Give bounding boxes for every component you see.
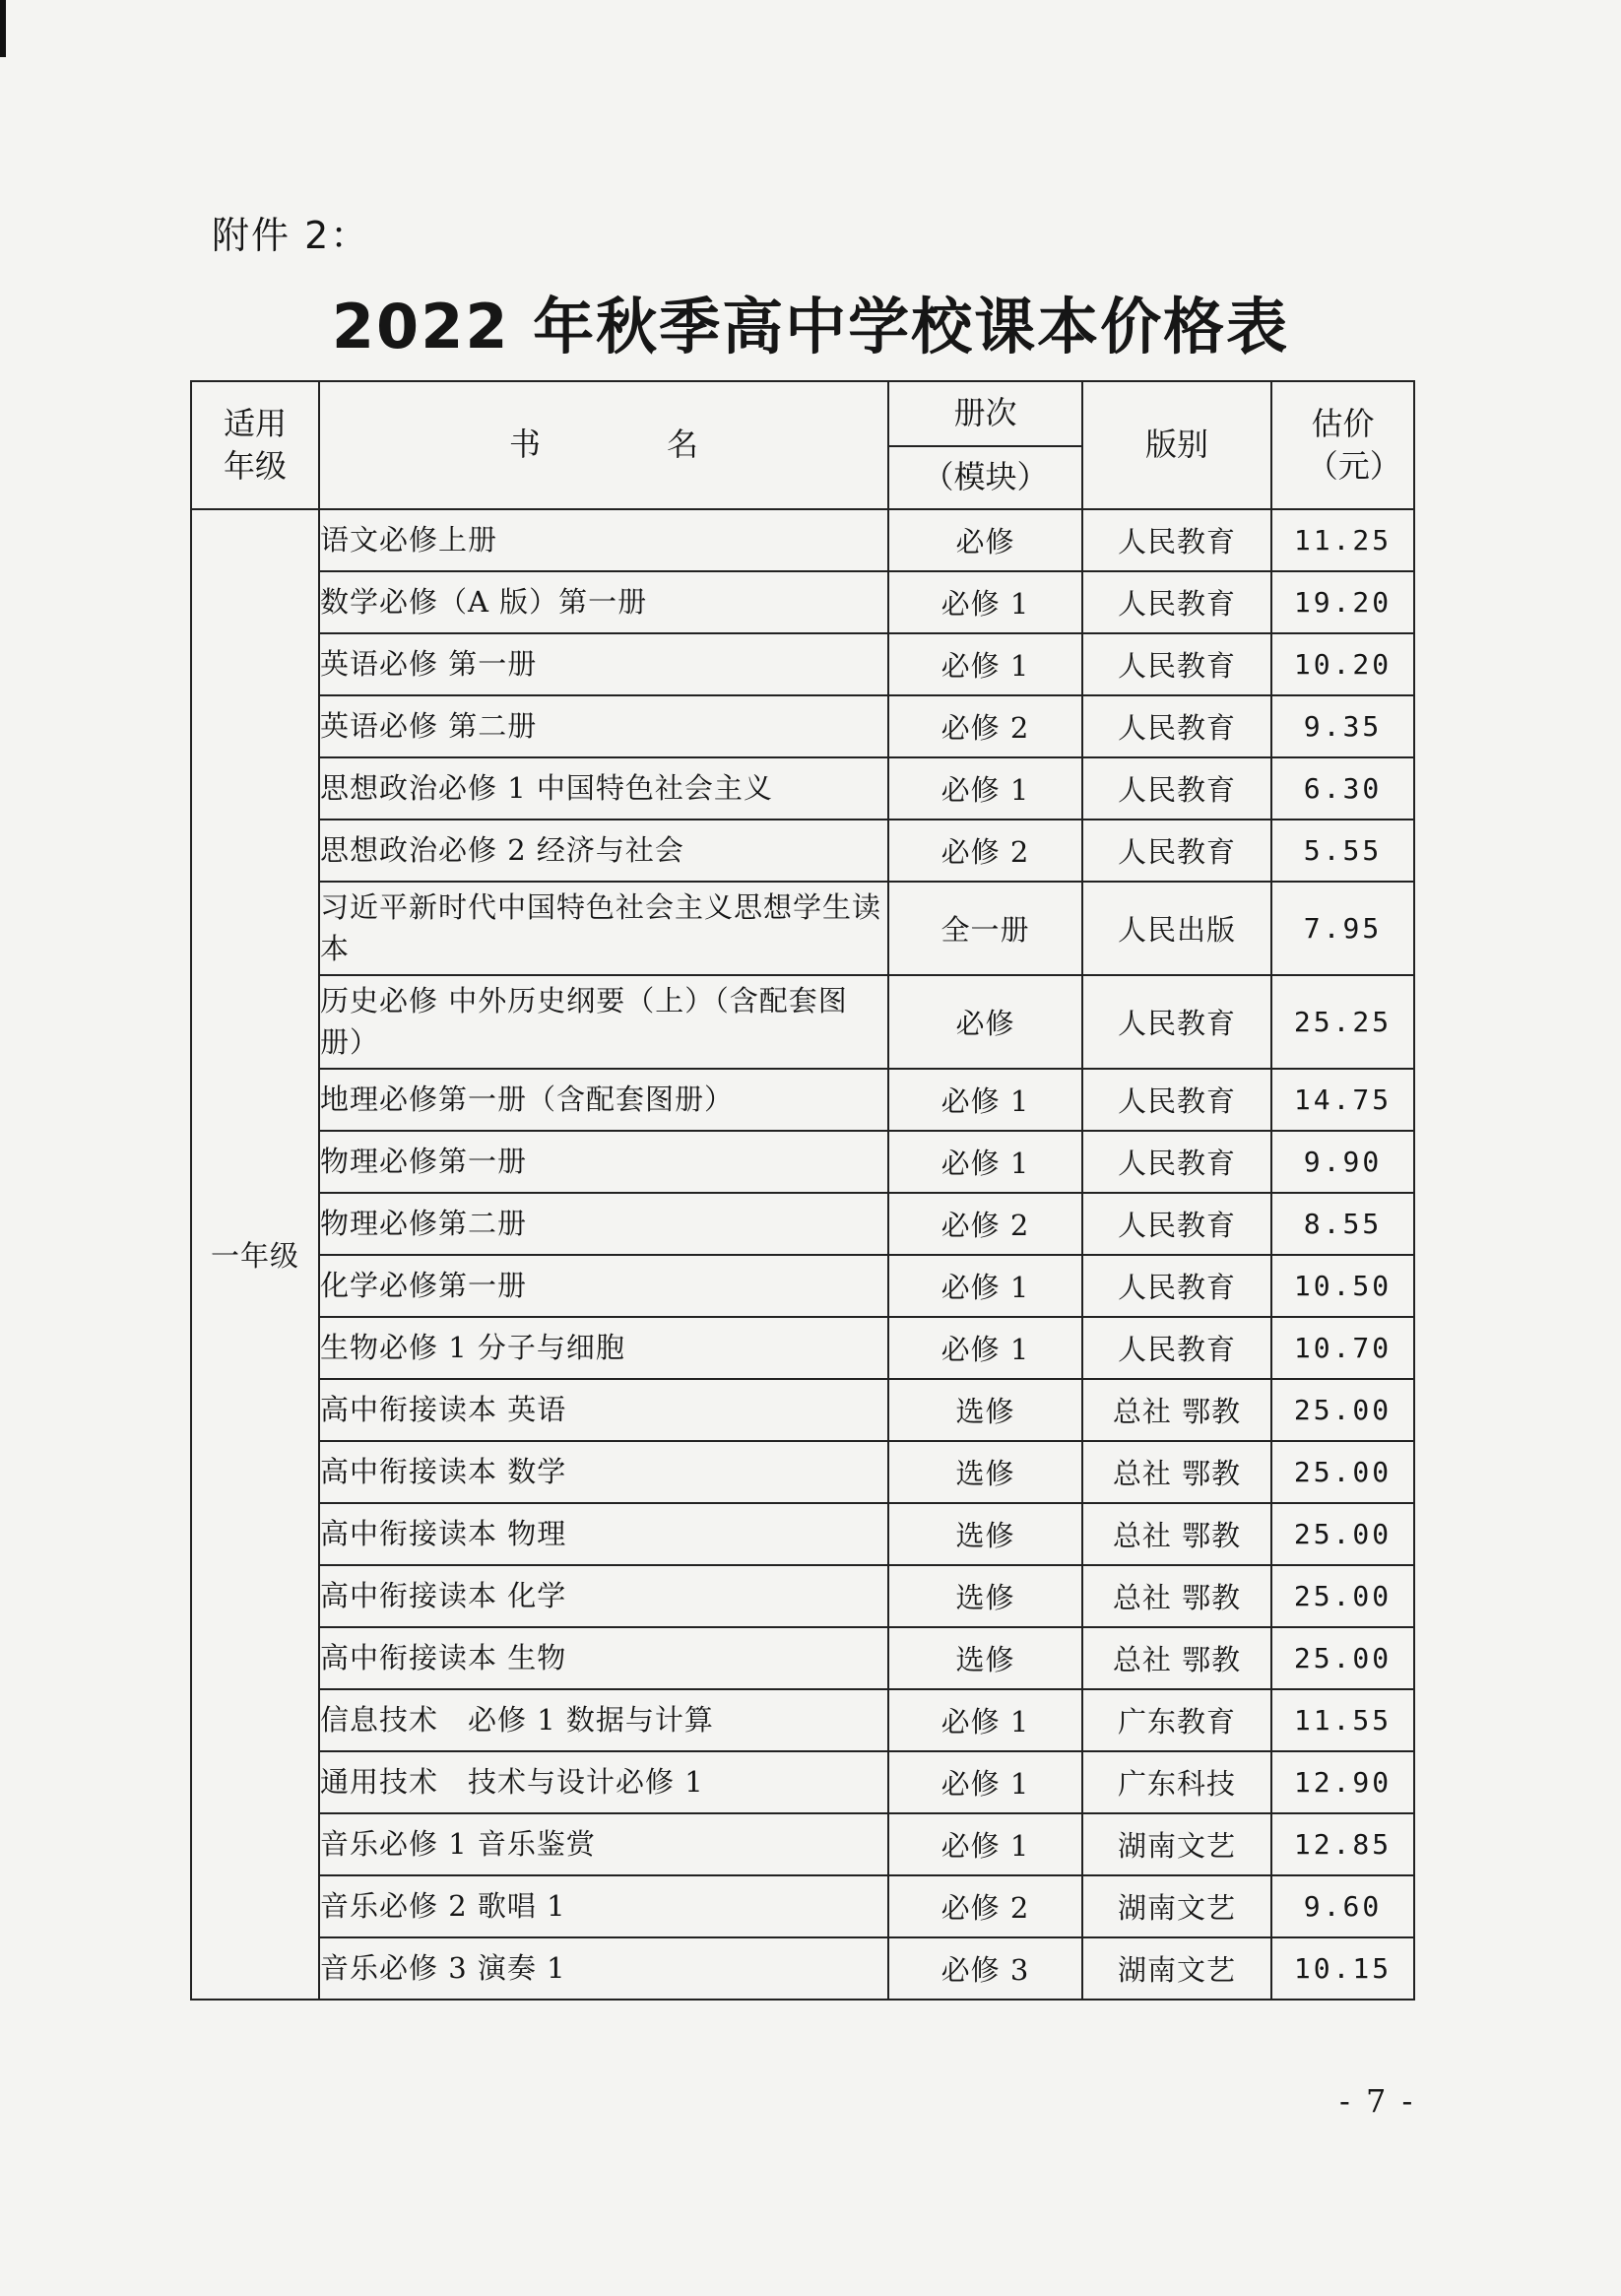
publisher-cell: 人民教育 <box>1082 1317 1271 1379</box>
price-cell: 11.55 <box>1271 1689 1414 1751</box>
publisher-cell: 人民教育 <box>1082 1069 1271 1131</box>
price-cell: 19.20 <box>1271 571 1414 633</box>
book-name-cell: 音乐必修 1 音乐鉴赏 <box>319 1813 888 1875</box>
publisher-cell: 人民教育 <box>1082 820 1271 882</box>
publisher-cell: 总社 鄂教 <box>1082 1627 1271 1689</box>
book-name-cell: 物理必修第二册 <box>319 1193 888 1255</box>
publisher-cell: 人民教育 <box>1082 757 1271 820</box>
table-row <box>191 1937 1414 2000</box>
table-row <box>191 1503 1414 1565</box>
table-row <box>191 1689 1414 1751</box>
module-cell: 必修 2 <box>888 695 1082 757</box>
attachment-label: 附件 2： <box>212 214 370 257</box>
price-cell: 6.30 <box>1271 757 1414 820</box>
header-book-name: 书 名 <box>319 381 888 509</box>
header-grade: 适用年级 <box>191 381 319 509</box>
book-name-cell: 高中衔接读本 英语 <box>319 1379 888 1441</box>
price-cell: 25.00 <box>1271 1627 1414 1689</box>
book-name-cell: 音乐必修 3 演奏 1 <box>319 1937 888 2000</box>
publisher-cell: 总社 鄂教 <box>1082 1441 1271 1503</box>
book-name-cell: 数学必修（A 版）第一册 <box>319 571 888 633</box>
grade-cell: 一年级 <box>191 509 319 2000</box>
price-cell: 9.90 <box>1271 1131 1414 1193</box>
table-row <box>191 1379 1414 1441</box>
module-cell: 必修 2 <box>888 820 1082 882</box>
price-cell: 9.35 <box>1271 695 1414 757</box>
price-cell: 7.95 <box>1271 882 1414 975</box>
price-cell: 10.15 <box>1271 1937 1414 2000</box>
book-name-cell: 思想政治必修 2 经济与社会 <box>319 820 888 882</box>
book-name-cell: 高中衔接读本 化学 <box>319 1565 888 1627</box>
price-cell: 11.25 <box>1271 509 1414 571</box>
price-cell: 25.00 <box>1271 1379 1414 1441</box>
module-cell: 选修 <box>888 1379 1082 1441</box>
publisher-cell: 人民教育 <box>1082 509 1271 571</box>
book-name-cell: 音乐必修 2 歌唱 1 <box>319 1875 888 1937</box>
table-row <box>191 1627 1414 1689</box>
table-body <box>191 509 1414 2000</box>
header-module-top: 册次 <box>888 381 1082 446</box>
module-cell: 必修 1 <box>888 1069 1082 1131</box>
table-row <box>191 1565 1414 1627</box>
publisher-cell: 总社 鄂教 <box>1082 1503 1271 1565</box>
book-name-cell: 语文必修上册 <box>319 509 888 571</box>
publisher-cell: 广东科技 <box>1082 1751 1271 1813</box>
module-cell: 必修 3 <box>888 1937 1082 2000</box>
publisher-cell: 湖南文艺 <box>1082 1813 1271 1875</box>
module-cell: 必修 1 <box>888 757 1082 820</box>
publisher-cell: 人民教育 <box>1082 633 1271 695</box>
book-name-cell: 地理必修第一册（含配套图册） <box>319 1069 888 1131</box>
publisher-cell: 总社 鄂教 <box>1082 1565 1271 1627</box>
module-cell: 选修 <box>888 1565 1082 1627</box>
price-cell: 25.25 <box>1271 975 1414 1069</box>
table-row <box>191 820 1414 882</box>
price-cell: 14.75 <box>1271 1069 1414 1131</box>
publisher-cell: 湖南文艺 <box>1082 1937 1271 2000</box>
module-cell: 必修 1 <box>888 1255 1082 1317</box>
module-cell: 必修 1 <box>888 1689 1082 1751</box>
module-cell: 必修 1 <box>888 571 1082 633</box>
header-publisher: 版别 <box>1082 381 1271 509</box>
page-number: - 7 - <box>1339 2082 1416 2120</box>
publisher-cell: 人民教育 <box>1082 1193 1271 1255</box>
table-row <box>191 509 1414 571</box>
module-cell: 全一册 <box>888 882 1082 975</box>
header-module-bottom: （模块） <box>888 446 1082 509</box>
price-cell: 10.20 <box>1271 633 1414 695</box>
book-name-cell: 英语必修 第一册 <box>319 633 888 695</box>
table-row <box>191 757 1414 820</box>
publisher-cell: 人民教育 <box>1082 1131 1271 1193</box>
price-cell: 25.00 <box>1271 1441 1414 1503</box>
table-row <box>191 1131 1414 1193</box>
module-cell: 必修 1 <box>888 633 1082 695</box>
table-row <box>191 1317 1414 1379</box>
table-row <box>191 975 1414 1069</box>
publisher-cell: 人民教育 <box>1082 695 1271 757</box>
book-name-cell: 高中衔接读本 数学 <box>319 1441 888 1503</box>
book-name-cell: 化学必修第一册 <box>319 1255 888 1317</box>
table-row <box>191 882 1414 975</box>
price-cell: 10.70 <box>1271 1317 1414 1379</box>
module-cell: 选修 <box>888 1627 1082 1689</box>
scan-edge-mark <box>0 0 6 57</box>
module-cell: 必修 2 <box>888 1875 1082 1937</box>
table-row <box>191 1751 1414 1813</box>
publisher-cell: 湖南文艺 <box>1082 1875 1271 1937</box>
book-name-cell: 习近平新时代中国特色社会主义思想学生读本 <box>319 882 888 975</box>
price-cell: 9.60 <box>1271 1875 1414 1937</box>
module-cell: 必修 <box>888 975 1082 1069</box>
table-row <box>191 1813 1414 1875</box>
table-row <box>191 571 1414 633</box>
price-cell: 25.00 <box>1271 1503 1414 1565</box>
table-row <box>191 1441 1414 1503</box>
price-cell: 12.90 <box>1271 1751 1414 1813</box>
module-cell: 必修 1 <box>888 1131 1082 1193</box>
publisher-cell: 总社 鄂教 <box>1082 1379 1271 1441</box>
book-name-cell: 历史必修 中外历史纲要（上）（含配套图册） <box>319 975 888 1069</box>
price-cell: 5.55 <box>1271 820 1414 882</box>
module-cell: 必修 <box>888 509 1082 571</box>
book-name-cell: 高中衔接读本 物理 <box>319 1503 888 1565</box>
price-table <box>190 380 1415 2001</box>
publisher-cell: 人民教育 <box>1082 1255 1271 1317</box>
publisher-cell: 人民出版 <box>1082 882 1271 975</box>
book-name-cell: 高中衔接读本 生物 <box>319 1627 888 1689</box>
publisher-cell: 人民教育 <box>1082 975 1271 1069</box>
price-cell: 10.50 <box>1271 1255 1414 1317</box>
book-name-cell: 通用技术 技术与设计必修 1 <box>319 1751 888 1813</box>
book-name-cell: 英语必修 第二册 <box>319 695 888 757</box>
book-name-cell: 思想政治必修 1 中国特色社会主义 <box>319 757 888 820</box>
price-cell: 25.00 <box>1271 1565 1414 1627</box>
publisher-cell: 人民教育 <box>1082 571 1271 633</box>
table-row <box>191 633 1414 695</box>
publisher-cell: 广东教育 <box>1082 1689 1271 1751</box>
module-cell: 必修 1 <box>888 1751 1082 1813</box>
table-row <box>191 1069 1414 1131</box>
document-title: 2022 年秋季高中学校课本价格表 <box>331 291 1290 362</box>
book-name-cell: 物理必修第一册 <box>319 1131 888 1193</box>
table-row <box>191 695 1414 757</box>
price-cell: 12.85 <box>1271 1813 1414 1875</box>
table-row <box>191 1875 1414 1937</box>
table-row <box>191 1255 1414 1317</box>
module-cell: 必修 1 <box>888 1813 1082 1875</box>
book-name-cell: 生物必修 1 分子与细胞 <box>319 1317 888 1379</box>
table-row <box>191 1193 1414 1255</box>
price-cell: 8.55 <box>1271 1193 1414 1255</box>
header-price: 估价（元） <box>1271 381 1414 509</box>
module-cell: 选修 <box>888 1441 1082 1503</box>
module-cell: 选修 <box>888 1503 1082 1565</box>
module-cell: 必修 1 <box>888 1317 1082 1379</box>
book-name-cell: 信息技术 必修 1 数据与计算 <box>319 1689 888 1751</box>
module-cell: 必修 2 <box>888 1193 1082 1255</box>
